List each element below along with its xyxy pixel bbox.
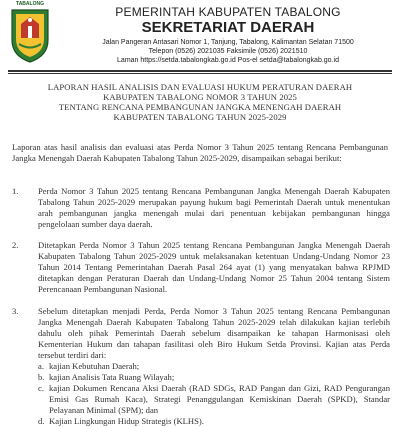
address: Jalan Pangeran Antasari Nomor 1, Tanjung, Tabalong, Kalimantan Selatan 71500 (102, 39, 354, 46)
title-line: KABUPATEN TABALONG NOMOR 3 TAHUN 2025 (103, 92, 297, 102)
phone-fax: Telepon (0526) 2021035 Faksimile (0526) 2021510 (148, 48, 308, 55)
sub-item (38, 361, 390, 372)
title-line: TENTANG RENCANA PEMBANGUNAN JANGKA MENENGAH DAERAH (58, 102, 342, 112)
letterhead-rule-thick (8, 70, 392, 72)
letterhead (0, 0, 400, 72)
item-number: 1. (12, 186, 19, 196)
title-line: KABUPATEN TABALONG TAHUN 2025-2029 (113, 112, 287, 122)
sub-item-text: Kajian Lingkungan Hidup Strategis (KLHS). (49, 416, 204, 426)
item-number: 2. (12, 240, 19, 250)
item-number: 3. (12, 306, 19, 316)
sub-item-label: b. (38, 372, 45, 382)
item-text: Sebelum ditetapkan menjadi Perda, Perda Nomor 3 Tahun 2025 tentang Rencana Pembangunan Jangka Menengah Daerah Kabupaten Tabalong Tahun 2025-2029 telah dilakukan kajian terlebih dahulu oleh pihak Pemerintah Daerah sebelum disampaikan ke tahapan Harmonisasi oleh Kementerian Hukum dan tahapan fasilitasi oleh Biro Hukum Setda Provinsi. Kajian atas Perda tersebut terdiri dari: (38, 306, 390, 360)
logo-caption: TABALONG (16, 1, 44, 7)
list-item (12, 186, 390, 230)
sub-item (38, 372, 390, 383)
website-email: Laman https://setda.tabalongkab.go.id Pos-el setda@tabalongkab.go.id (117, 57, 339, 64)
sub-item-text: kajian Analisis Tata Ruang Wilayah; (49, 372, 175, 382)
intro-paragraph: Laporan atas hasil analisis dan evaluasi atas Perda Nomor 3 Tahun 2025 tentang Rencana Pembangunan Jangka Menengah Daerah Kabupaten Tabalong Tahun 2025-2029, disampaikan sebagai berikut: (12, 142, 388, 163)
org-name: PEMERINTAH KABUPATEN TABALONG (115, 5, 341, 19)
title-line: LAPORAN HASIL ANALISIS DAN EVALUASI HUKUM PERATURAN DAERAH (47, 82, 353, 92)
sub-list (38, 361, 390, 427)
sub-item-text: kajian Kebutuhan Daerah; (49, 361, 140, 371)
list-item (12, 240, 390, 295)
report-title (6, 82, 394, 122)
sub-item (38, 383, 390, 416)
sub-item-label: d. (38, 416, 45, 426)
regency-coat-of-arms-icon (8, 4, 52, 64)
sub-item-text: kajian Dokumen Rencana Aksi Daerah (RAD SDGs, RAD Pangan dan Gizi, RAD Pengurangan Emisi Gas Rumah Kaca), Strategi Penanggulangan Kemiskinan Daerah (SPKD), Standar Pelayanan Minimal (SPM); dan (49, 383, 390, 415)
list-item (12, 306, 390, 427)
office-name: SEKRETARIAT DAERAH (141, 19, 315, 36)
item-text: Perda Nomor 3 Tahun 2025 tentang Rencana Pembangunan Jangka Menengah Daerah Kabupaten Tabalong Tahun 2025-2029 merupakan payung hukum bagi Pemerintah Daerah untuk menentukan arah pembangunan jangka menengah mulai dari penentuan kebijakan pembangunan hingga pengelolaan sumber daya daerah. (38, 186, 390, 229)
sub-item (38, 416, 390, 427)
sub-item-label: a. (38, 361, 44, 371)
sub-item-label: c. (38, 383, 44, 393)
letterhead-rule-thin (8, 73, 392, 74)
item-text: Ditetapkan Perda Nomor 3 Tahun 2025 tentang Rencana Pembangunan Jangka Menengah Daerah Kabupaten Tabalong Tahun 2025-2029 untuk melaksanakan ketentuan Undang-Undang Nomor 23 Tahun 2014 Tentang Pemerintahan Daerah Pasal 264 ayat (1) yang menyatakan bahwa RPJMD ditetapkan dengan Peraturan Daerah dan Undang-Undang Nomor 25 Tahun 2004 tentang Sistem Perencanaan Pembangunan Nasional. (38, 240, 390, 294)
